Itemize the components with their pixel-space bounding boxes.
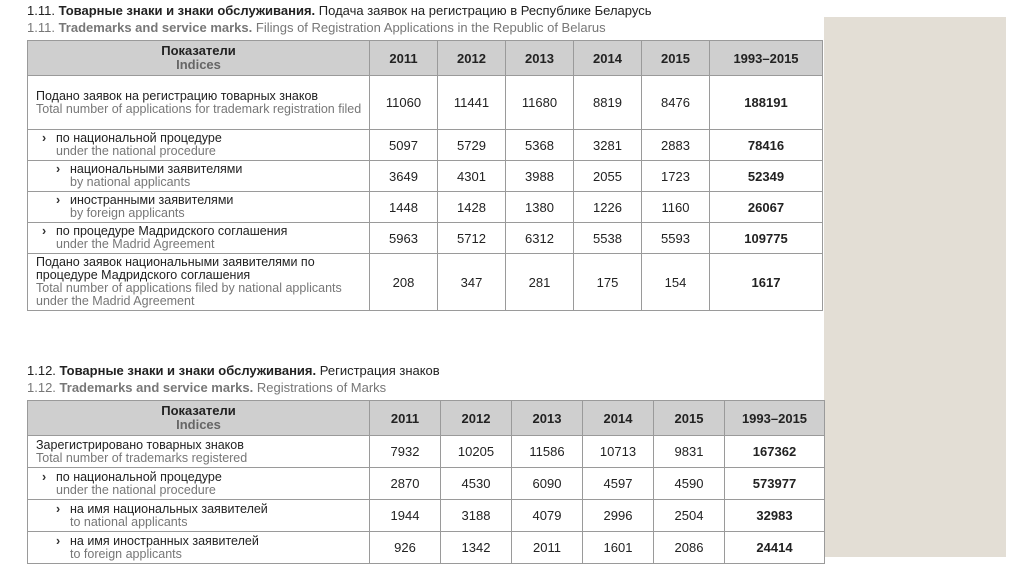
section-registrations [27,362,825,564]
cell-value: 175 [574,254,642,311]
cell-value: 5712 [438,223,506,254]
cell-value: 1380 [506,192,574,223]
cell-value: 347 [438,254,506,311]
header-total-period: 1993–2015 [710,41,823,76]
row-label [28,76,370,130]
cell-value: 7932 [370,436,441,468]
table2-title-ru [27,362,825,379]
cell-value: 10713 [583,436,654,468]
row-label-ru: по национальной процедуре [56,469,222,484]
header-year: 2013 [512,401,583,436]
cell-total: 573977 [725,468,825,500]
cell-value: 5368 [506,130,574,161]
table-header-row [28,41,823,76]
indices-ru: Показатели [161,43,236,58]
table-row [28,192,823,223]
title-number: 1.11. [27,20,55,35]
filings-table [27,40,823,311]
header-year: 2012 [441,401,512,436]
chevron-right-icon: › [56,193,61,207]
title-bold: Trademarks and service marks. [58,20,253,35]
cell-value: 1601 [583,532,654,564]
row-label-ru: Подано заявок на регистрацию товарных знаков [36,88,319,103]
row-label-ru: по процедуре Мадридского соглашения [56,224,288,238]
row-label [28,192,370,223]
cell-value: 11060 [370,76,438,130]
cell-total: 167362 [725,436,825,468]
cell-value: 1160 [642,192,710,223]
row-label-ru: по национальной процедуре [56,131,222,145]
cell-value: 5538 [574,223,642,254]
cell-value: 2504 [654,500,725,532]
cell-value: 3281 [574,130,642,161]
table-row [28,532,825,564]
cell-value: 8476 [642,76,710,130]
row-label [28,130,370,161]
registrations-table [27,400,825,564]
indices-en: Indices [176,57,221,72]
title-number: 1.12. [27,363,56,378]
row-label-en: by national applicants [70,175,191,189]
cell-total: 26067 [710,192,823,223]
cell-total: 24414 [725,532,825,564]
row-label-en: under the national procedure [56,144,216,158]
cell-value: 1428 [438,192,506,223]
title-number: 1.11. [27,3,55,18]
cell-value: 9831 [654,436,725,468]
header-year: 2012 [438,41,506,76]
cell-value: 2883 [642,130,710,161]
cell-value: 281 [506,254,574,311]
row-label [28,161,370,192]
cell-total: 32983 [725,500,825,532]
row-label [28,468,370,500]
chevron-right-icon: › [56,501,61,516]
title-bold: Товарные знаки и знаки обслуживания. [58,3,316,18]
cell-total: 78416 [710,130,823,161]
cell-value: 6312 [506,223,574,254]
cell-value: 4597 [583,468,654,500]
row-label [28,500,370,532]
header-indices [28,401,370,436]
header-indices [28,41,370,76]
cell-value: 11680 [506,76,574,130]
table-row [28,223,823,254]
cell-total: 52349 [710,161,823,192]
title-rest: Регистрация знаков [319,363,440,378]
row-label-en: by foreign applicants [70,206,185,220]
cell-value: 6090 [512,468,583,500]
cell-value: 3649 [370,161,438,192]
cell-value: 926 [370,532,441,564]
row-label [28,436,370,468]
table1-title-ru [27,2,823,19]
row-label-ru: иностранными заявителями [70,193,234,207]
indices-en: Indices [176,417,221,432]
cell-value: 11441 [438,76,506,130]
chevron-right-icon: › [56,533,61,548]
chevron-right-icon: › [42,131,47,145]
table-row [28,500,825,532]
cell-value: 1226 [574,192,642,223]
cell-value: 1448 [370,192,438,223]
cell-value: 5593 [642,223,710,254]
table1-title-en [27,19,823,36]
header-year: 2011 [370,41,438,76]
cell-value: 4301 [438,161,506,192]
cell-value: 2086 [654,532,725,564]
row-label-en: under the national procedure [56,482,216,497]
cell-value: 1723 [642,161,710,192]
cell-value: 1342 [441,532,512,564]
cell-value: 11586 [512,436,583,468]
title-bold: Trademarks and service marks. [59,380,254,395]
header-total-period: 1993–2015 [725,401,825,436]
row-label-ru: на имя национальных заявителей [70,501,268,516]
chevron-right-icon: › [56,162,61,176]
cell-value: 4530 [441,468,512,500]
title-rest: Filings of Registration Applications in the Republic of Belarus [255,20,606,35]
chevron-right-icon: › [42,224,47,238]
header-year: 2014 [574,41,642,76]
header-year: 2015 [642,41,710,76]
section-filings [27,2,823,311]
cell-value: 2055 [574,161,642,192]
table2-title-en [27,379,825,396]
table-header-row [28,401,825,436]
cell-value: 2870 [370,468,441,500]
table-row [28,436,825,468]
cell-value: 2011 [512,532,583,564]
row-label-ru: Зарегистрировано товарных знаков [36,437,244,452]
cell-value: 4590 [654,468,725,500]
row-label-en: to national applicants [70,514,188,529]
cell-value: 5097 [370,130,438,161]
row-label [28,532,370,564]
cell-value: 4079 [512,500,583,532]
row-label-en: under the Madrid Agreement [56,237,215,251]
title-rest: Подача заявок на регистрацию в Республике Беларусь [318,3,652,18]
table-row [28,254,823,311]
row-label [28,254,370,311]
row-label-ru: национальными заявителями [70,162,243,176]
table-row [28,76,823,130]
cell-value: 208 [370,254,438,311]
indices-ru: Показатели [161,403,236,418]
cell-value: 1944 [370,500,441,532]
cell-value: 5729 [438,130,506,161]
row-label-ru: Подано заявок национальными заявителями по процедуре Мадридского соглашения [36,255,315,282]
row-label-en: to foreign applicants [70,546,182,561]
side-panel [824,17,1006,557]
cell-value: 154 [642,254,710,311]
cell-value: 10205 [441,436,512,468]
cell-total: 188191 [710,76,823,130]
row-label [28,223,370,254]
row-label-en: Total number of trademarks registered [36,450,248,465]
title-number: 1.12. [27,380,56,395]
header-year: 2015 [654,401,725,436]
cell-total: 109775 [710,223,823,254]
cell-value: 5963 [370,223,438,254]
table-row [28,468,825,500]
header-year: 2013 [506,41,574,76]
chevron-right-icon: › [42,469,47,484]
cell-value: 3188 [441,500,512,532]
title-bold: Товарные знаки и знаки обслуживания. [59,363,317,378]
cell-value: 3988 [506,161,574,192]
cell-value: 2996 [583,500,654,532]
cell-value: 8819 [574,76,642,130]
row-label-ru: на имя иностранных заявителей [70,533,259,548]
table-row [28,161,823,192]
cell-total: 1617 [710,254,823,311]
row-label-en: Total number of applications for trademark registration filed [36,101,362,116]
row-label-en: Total number of applications filed by national applicants under the Madrid Agreement [36,281,342,308]
header-year: 2011 [370,401,441,436]
header-year: 2014 [583,401,654,436]
title-rest: Registrations of Marks [256,380,387,395]
table-row [28,130,823,161]
